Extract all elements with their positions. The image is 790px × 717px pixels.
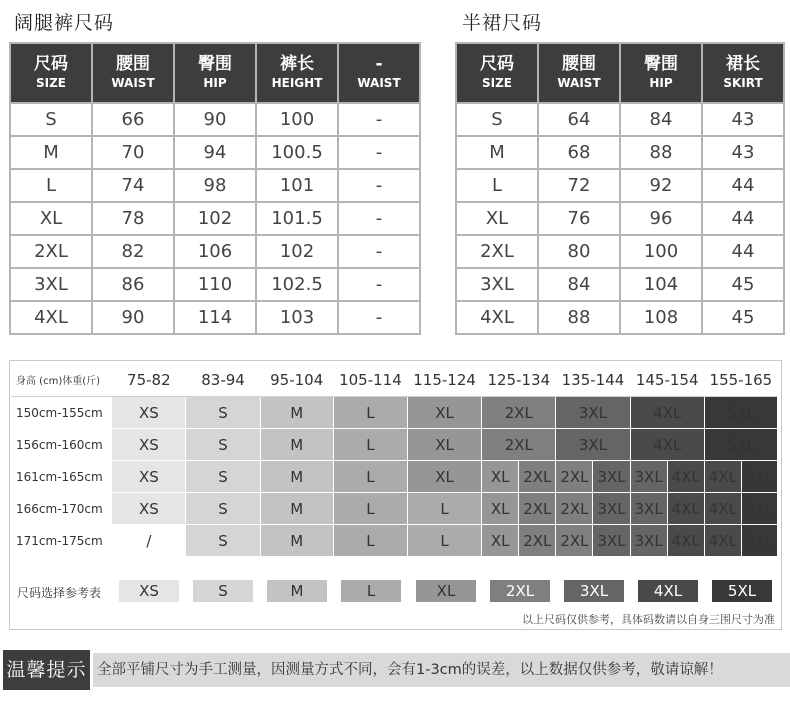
skirt-title: 半裙尺码: [462, 12, 543, 34]
skirt-table-cell: 104: [620, 268, 702, 301]
pants-table-cell: 94: [174, 136, 256, 169]
skirt-table-cell: L: [456, 169, 538, 202]
pants-table-cell: 74: [92, 169, 174, 202]
size-cell: S: [186, 493, 260, 525]
size-cell: XL: [408, 397, 482, 429]
pants-table-row: [10, 169, 420, 202]
pants-table-cell: 102: [256, 235, 338, 268]
size-cell: XS: [112, 397, 186, 429]
skirt-table-cell: 92: [620, 169, 702, 202]
skirt-table-cell: 44: [702, 235, 784, 268]
skirt-table-cell: 43: [702, 136, 784, 169]
size-cell: S: [186, 429, 260, 461]
reference-corner-label: 身高 (cm)体重(斤): [12, 363, 112, 397]
pants-table-cell: -: [338, 136, 420, 169]
size-cell: XS: [112, 493, 186, 525]
pants-header-waist: 腰围 WAIST: [92, 43, 174, 103]
legend-swatch-s: S: [193, 580, 253, 602]
pants-table-cell: -: [338, 268, 420, 301]
tip-text: 全部平铺尺寸为手工测量，因测量方式不同，会有1-3cm的误差，以上数据仅供参考，敬请谅解！: [93, 653, 790, 687]
pants-table-cell: 101.5: [256, 202, 338, 235]
skirt-table-row: [456, 301, 784, 334]
size-cell: M: [260, 429, 333, 461]
size-cell: 5XL: [704, 429, 777, 461]
pants-table-row: [10, 268, 420, 301]
pants-header-extra: - WAIST: [338, 43, 420, 103]
reference-row: [12, 429, 778, 461]
pants-table-cell: 90: [174, 103, 256, 136]
pants-table-cell: 110: [174, 268, 256, 301]
skirt-table-row: [456, 202, 784, 235]
size-cell: 3XL: [630, 493, 667, 525]
skirt-table-cell: 2XL: [456, 235, 538, 268]
legend-swatch-3xl: 3XL: [564, 580, 624, 602]
pants-table-row: [10, 103, 420, 136]
pants-table-cell: 100.5: [256, 136, 338, 169]
legend-swatch-4xl: 4XL: [638, 580, 698, 602]
size-cell: 4XL: [630, 429, 704, 461]
size-cell: XS: [112, 429, 186, 461]
pants-table-row: [10, 136, 420, 169]
size-cell: S: [186, 525, 260, 557]
pants-table-cell: L: [10, 169, 92, 202]
pants-table-cell: 102.5: [256, 268, 338, 301]
weight-range: 125-134: [482, 363, 556, 397]
size-cell: 4XL: [704, 525, 741, 557]
legend-swatch-l: L: [341, 580, 401, 602]
skirt-table-row: [456, 268, 784, 301]
size-cell: 5XL: [741, 493, 777, 525]
skirt-table-cell: 72: [538, 169, 620, 202]
weight-range: 105-114: [333, 363, 407, 397]
pants-table-cell: XL: [10, 202, 92, 235]
skirt-table-cell: 96: [620, 202, 702, 235]
skirt-table-cell: 3XL: [456, 268, 538, 301]
skirt-table-cell: 44: [702, 169, 784, 202]
pants-table-cell: 100: [256, 103, 338, 136]
size-cell: XL: [482, 461, 519, 493]
size-cell: 4XL: [667, 461, 704, 493]
size-cell: XS: [112, 461, 186, 493]
size-cell: XL: [408, 429, 482, 461]
pants-header-size: 尺码 SIZE: [10, 43, 92, 103]
tip-label: 温馨提示: [3, 650, 90, 690]
reference-row: [12, 461, 778, 493]
weight-range: 75-82: [112, 363, 186, 397]
size-cell: L: [408, 493, 482, 525]
pants-table-cell: 70: [92, 136, 174, 169]
skirt-table-cell: 88: [620, 136, 702, 169]
weight-range: 83-94: [186, 363, 260, 397]
skirt-table-cell: 68: [538, 136, 620, 169]
size-cell: 3XL: [556, 397, 630, 429]
pants-table-cell: -: [338, 301, 420, 334]
pants-table-cell: 114: [174, 301, 256, 334]
skirt-size-table: [455, 42, 785, 335]
size-cell: 4XL: [667, 493, 704, 525]
pants-table-cell: 4XL: [10, 301, 92, 334]
height-range: 166cm-170cm: [12, 493, 112, 525]
size-cell: 5XL: [741, 525, 777, 557]
legend-swatch-xl: XL: [416, 580, 476, 602]
size-cell: 3XL: [593, 493, 630, 525]
legend-swatch-m: M: [267, 580, 327, 602]
pants-table-cell: 66: [92, 103, 174, 136]
size-cell: 2XL: [519, 525, 556, 557]
reference-row: [12, 493, 778, 525]
skirt-table-cell: 80: [538, 235, 620, 268]
size-cell: XL: [482, 493, 519, 525]
height-range: 171cm-175cm: [12, 525, 112, 557]
reference-row: [12, 397, 778, 429]
size-cell: 2XL: [519, 461, 556, 493]
size-cell: L: [333, 461, 407, 493]
skirt-table-cell: 45: [702, 268, 784, 301]
skirt-table-cell: 84: [538, 268, 620, 301]
height-range: 161cm-165cm: [12, 461, 112, 493]
size-cell: 3XL: [556, 429, 630, 461]
size-cell: 2XL: [556, 493, 593, 525]
size-cell: 4XL: [630, 397, 704, 429]
pants-table-cell: 106: [174, 235, 256, 268]
skirt-table-cell: S: [456, 103, 538, 136]
skirt-table-cell: 76: [538, 202, 620, 235]
skirt-header-size: 尺码 SIZE: [456, 43, 538, 103]
skirt-table-cell: 100: [620, 235, 702, 268]
pants-size-table: [9, 42, 421, 335]
height-range: 156cm-160cm: [12, 429, 112, 461]
size-cell: 4XL: [667, 525, 704, 557]
weight-range: 95-104: [260, 363, 333, 397]
weight-range: 135-144: [556, 363, 630, 397]
skirt-table-row: [456, 136, 784, 169]
skirt-table-cell: XL: [456, 202, 538, 235]
size-cell: 2XL: [482, 429, 556, 461]
size-cell: L: [333, 429, 407, 461]
legend-swatch-2xl: 2XL: [490, 580, 550, 602]
skirt-table-cell: 43: [702, 103, 784, 136]
pants-table-cell: 101: [256, 169, 338, 202]
legend-swatch-5xl: 5XL: [712, 580, 772, 602]
pants-table-cell: 103: [256, 301, 338, 334]
size-cell: 3XL: [593, 525, 630, 557]
size-cell: XL: [482, 525, 519, 557]
size-cell: 3XL: [630, 525, 667, 557]
pants-table-cell: M: [10, 136, 92, 169]
skirt-table-row: [456, 103, 784, 136]
skirt-header-waist: 腰围 WAIST: [538, 43, 620, 103]
size-cell: 2XL: [556, 525, 593, 557]
skirt-table-cell: M: [456, 136, 538, 169]
skirt-table-cell: 44: [702, 202, 784, 235]
size-cell: M: [260, 397, 333, 429]
pants-table-cell: 90: [92, 301, 174, 334]
size-cell: M: [260, 493, 333, 525]
pants-table-cell: -: [338, 103, 420, 136]
size-reference-table: [11, 362, 778, 557]
skirt-table-row: [456, 169, 784, 202]
size-cell: 3XL: [593, 461, 630, 493]
pants-table-cell: 82: [92, 235, 174, 268]
reference-row: [12, 525, 778, 557]
reference-note: 以上尺码仅供参考，具体码数请以自身三围尺寸为准: [522, 613, 775, 626]
height-range: 150cm-155cm: [12, 397, 112, 429]
pants-header-hip: 臀围 HIP: [174, 43, 256, 103]
size-cell: M: [260, 525, 333, 557]
legend-label: 尺码选择参考表: [17, 586, 102, 600]
skirt-table-row: [456, 235, 784, 268]
size-cell: 4XL: [704, 493, 741, 525]
size-cell: XL: [408, 461, 482, 493]
skirt-table-cell: 45: [702, 301, 784, 334]
pants-table-cell: -: [338, 202, 420, 235]
skirt-table-cell: 108: [620, 301, 702, 334]
size-cell: S: [186, 397, 260, 429]
pants-table-row: [10, 301, 420, 334]
pants-title: 阔腿裤尺码: [14, 12, 115, 34]
size-cell: /: [112, 525, 186, 557]
weight-range: 145-154: [630, 363, 704, 397]
pants-table-row: [10, 202, 420, 235]
size-cell: M: [260, 461, 333, 493]
size-cell: 2XL: [556, 461, 593, 493]
legend-swatch-xs: XS: [119, 580, 179, 602]
size-cell: 5XL: [741, 461, 777, 493]
size-cell: 2XL: [519, 493, 556, 525]
skirt-table-cell: 88: [538, 301, 620, 334]
size-cell: 5XL: [704, 397, 777, 429]
pants-table-cell: 102: [174, 202, 256, 235]
pants-table-cell: S: [10, 103, 92, 136]
pants-table-cell: 3XL: [10, 268, 92, 301]
size-cell: 2XL: [482, 397, 556, 429]
size-cell: 4XL: [704, 461, 741, 493]
skirt-table-cell: 4XL: [456, 301, 538, 334]
pants-table-cell: -: [338, 169, 420, 202]
skirt-table-cell: 84: [620, 103, 702, 136]
pants-table-cell: 2XL: [10, 235, 92, 268]
pants-table-cell: 86: [92, 268, 174, 301]
skirt-header-length: 裙长 SKIRT: [702, 43, 784, 103]
skirt-header-hip: 臀围 HIP: [620, 43, 702, 103]
size-cell: L: [333, 525, 407, 557]
pants-table-cell: -: [338, 235, 420, 268]
pants-table-cell: 98: [174, 169, 256, 202]
weight-range: 155-165: [704, 363, 777, 397]
pants-header-length: 裤长 HEIGHT: [256, 43, 338, 103]
size-cell: S: [186, 461, 260, 493]
size-cell: L: [333, 397, 407, 429]
skirt-table-cell: 64: [538, 103, 620, 136]
size-cell: 3XL: [630, 461, 667, 493]
size-cell: L: [408, 525, 482, 557]
pants-table-cell: 78: [92, 202, 174, 235]
pants-table-row: [10, 235, 420, 268]
size-cell: L: [333, 493, 407, 525]
weight-range: 115-124: [408, 363, 482, 397]
